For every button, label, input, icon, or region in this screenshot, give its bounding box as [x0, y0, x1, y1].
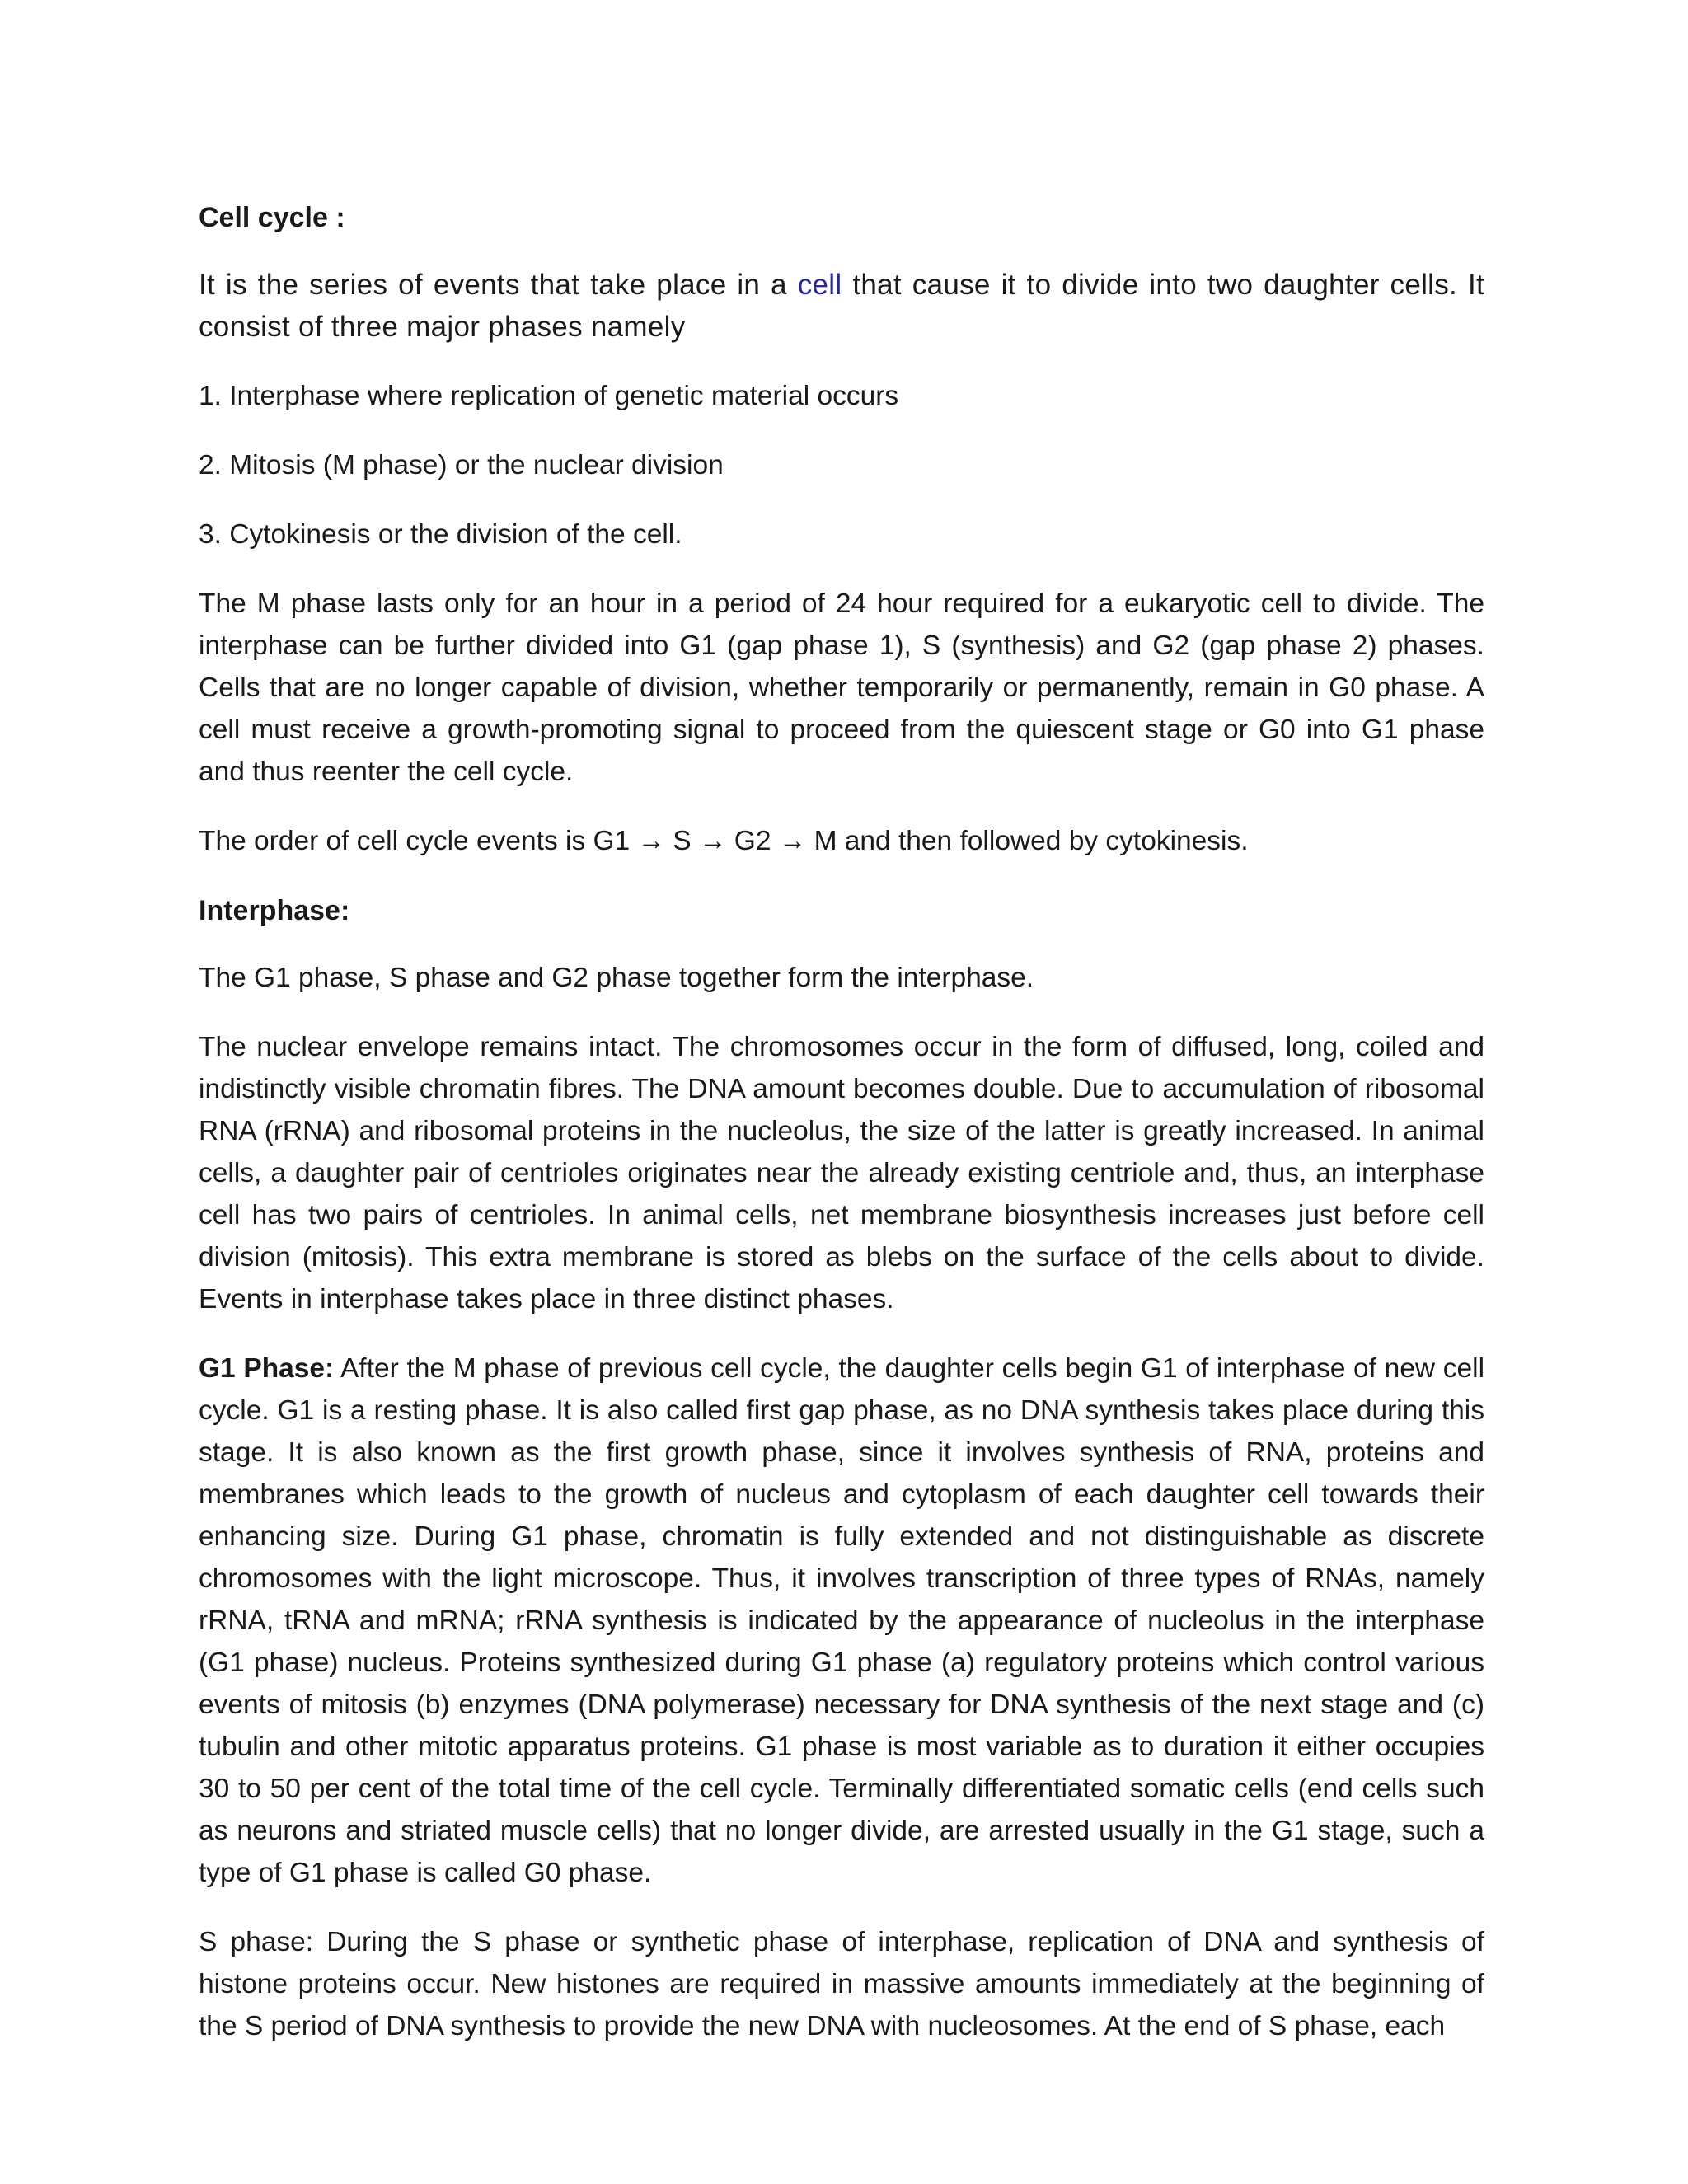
- g1-phase-label: G1 Phase:: [199, 1353, 335, 1384]
- interphase-paragraph-2: The nuclear envelope remains intact. The chromosomes occur in the form of diffused, long, coiled and indistinctly visible chromatin fibres. The DNA amount becomes double. Due to accumulation of ribosomal RNA (rRNA) and ribosomal proteins in the nucleolus, the size of the latter is greatly increased. In animal cells, a daughter pair of centrioles originates near the already existing centriole and, thus, an interphase cell has two pairs of centrioles. In animal cells, net membrane biosynthesis increases just before cell division (mitosis). This extra membrane is stored as blebs on the surface of the cells about to divide. Events in interphase takes place in three distinct phases.: [199, 1032, 1484, 1315]
- list-item-cytokinesis: 3. Cytokinesis or the division of the cell.: [199, 519, 682, 550]
- intro-text-after-link: that cause it to divide into two daughter cells. It consist of three major phases namely: [199, 269, 1485, 343]
- list-item-mitosis: 2. Mitosis (M phase) or the nuclear division: [199, 450, 724, 480]
- interphase-heading: Interphase:: [199, 895, 350, 926]
- page-title: Cell cycle :: [199, 202, 345, 233]
- g1-phase-text: After the M phase of previous cell cycle, the daughter cells begin G1 of interphase of new cell cycle. G1 is a resting phase. It is also called first gap phase, as no DNA synthesis takes place during this stage. It is also known as the first growth phase, since it involves synthesis of RNA, proteins and membranes which leads to the growth of nucleus and cytoplasm of each daughter cell towards their enhancing size. During G1 phase, chromatin is fully extended and not distinguishable as discrete chromosomes with the light microscope. Thus, it involves transcription of three types of RNAs, namely rRNA, tRNA and mRNA; rRNA synthesis is indicated by the appearance of nucleolus in the interphase (G1 phase) nucleus. Proteins synthesized during G1 phase (a) regulatory proteins which control various events of mitosis (b) enzymes (DNA polymerase) necessary for DNA synthesis of the next stage and (c) tubulin and other mitotic apparatus proteins. G1 phase is most variable as to duration it either occupies 30 to 50 per cent of the total time of the cell cycle. Terminally differentiated somatic cells (end cells such as neurons and striated muscle cells) that no longer divide, are arrested usually in the G1 stage, such a type of G1 phase is called G0 phase.: [199, 1353, 1485, 1888]
- list-item-interphase: 1. Interphase where replication of genetic material occurs: [199, 381, 899, 411]
- order-paragraph: The order of cell cycle events is G1 → S → G2 → M and then followed by cytokinesis.: [199, 826, 1249, 856]
- m-phase-paragraph: The M phase lasts only for an hour in a period of 24 hour required for a eukaryotic cell to divide. The interphase can be further divided into G1 (gap phase 1), S (synthesis) and G2 (gap phase 2) phases. Cells that are no longer capable of division, whether temporarily or permanently, remain in G0 phase. A cell must receive a growth-promoting signal to proceed from the quiescent stage or G0 into G1 phase and thus reenter the cell cycle.: [199, 588, 1484, 787]
- intro-text-before-link: It is the series of events that take place in a: [199, 269, 798, 301]
- interphase-paragraph-1: The G1 phase, S phase and G2 phase together form the interphase.: [199, 963, 1034, 993]
- intro-paragraph: [199, 264, 1484, 348]
- document-page: [199, 196, 1484, 2074]
- cell-link[interactable]: cell: [797, 269, 842, 301]
- g1-phase-paragraph: [199, 1347, 1484, 1894]
- s-phase-paragraph: S phase: During the S phase or synthetic phase of interphase, replication of DNA and synthesis of histone proteins occur. New histones are required in massive amounts immediately at the beginning of the S period of DNA synthesis to provide the new DNA with nucleosomes. At the end of S phase, each: [199, 1927, 1484, 2041]
